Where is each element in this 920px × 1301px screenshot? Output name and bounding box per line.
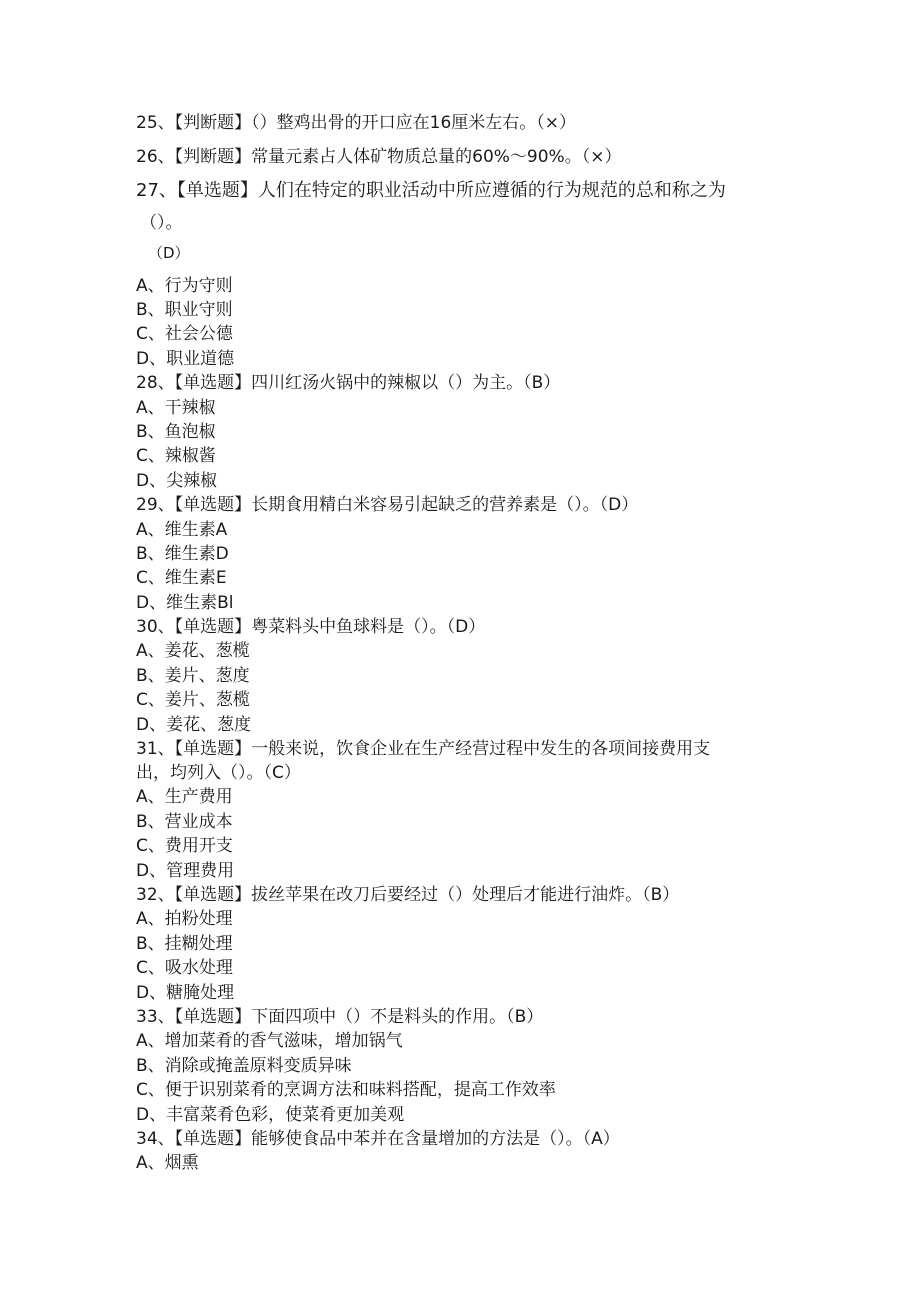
question-32: 32、【单选题】拔丝苹果在改刀后要经过（）处理后才能进行油炸。（B）	[136, 885, 680, 905]
option-line: C、辣椒酱	[136, 446, 216, 466]
option-line: C、社会公德	[136, 324, 233, 344]
question-31-continuation: 出，均列入（）。（C）	[136, 763, 301, 783]
option-line: A、烟熏	[136, 1153, 199, 1173]
option-line: A、干辣椒	[136, 398, 216, 418]
option-line: D、姜花、葱度	[136, 715, 252, 735]
option-line: D、管理费用	[136, 861, 235, 881]
option-line: B、职业守则	[136, 300, 233, 320]
option-line: B、挂糊处理	[136, 934, 233, 954]
question-31: 31、【单选题】一般来说，饮食企业在生产经营过程中发生的各项间接费用支	[136, 739, 711, 759]
question-27-continuation: （）。	[140, 213, 183, 233]
option-line: D、尖辣椒	[136, 471, 218, 491]
option-line: C、维生素E	[136, 568, 227, 588]
option-line: C、吸水处理	[136, 958, 233, 978]
option-line: A、拍粉处理	[136, 909, 233, 929]
option-line: A、维生素A	[136, 520, 228, 540]
option-line: B、营业成本	[136, 812, 233, 832]
option-line: D、职业道德	[136, 349, 235, 369]
question-26: 26、【判断题】常量元素占人体矿物质总量的60%～90%。（×）	[136, 147, 622, 167]
question-30: 30、【单选题】粤菜料头中鱼球料是（）。（D）	[136, 617, 486, 637]
question-29: 29、【单选题】长期食用精白米容易引起缺乏的营养素是（）。（D）	[136, 495, 639, 515]
option-line: D、维生素Bl	[136, 593, 234, 613]
option-line: C、便于识别菜肴的烹调方法和味料搭配，提高工作效率	[136, 1080, 556, 1100]
option-line: A、行为守则	[136, 276, 233, 296]
option-line: A、增加菜肴的香气滋味，增加锅气	[136, 1031, 403, 1051]
answer-27: （D）	[148, 244, 190, 262]
option-line: D、丰富菜肴色彩，使菜肴更加美观	[136, 1105, 405, 1125]
question-28: 28、【单选题】四川红汤火锅中的辣椒以（）为主。（B）	[136, 373, 561, 393]
option-line: C、费用开支	[136, 836, 233, 856]
question-27: 27、【单选题】人们在特定的职业活动中所应遵循的行为规范的总和称之为	[136, 180, 726, 201]
question-34: 34、【单选题】能够使食品中苯并在含量增加的方法是（）。（A）	[136, 1129, 620, 1149]
option-line: B、维生素D	[136, 544, 229, 564]
question-33: 33、【单选题】下面四项中（）不是料头的作用。（B）	[136, 1007, 544, 1027]
option-line: A、姜花、葱榄	[136, 641, 250, 661]
option-line: A、生产费用	[136, 787, 233, 807]
option-line: B、消除或掩盖原料变质异味	[136, 1056, 352, 1076]
option-line: B、鱼泡椒	[136, 422, 216, 442]
option-line: C、姜片、葱榄	[136, 690, 250, 710]
option-line: D、糖腌处理	[136, 983, 235, 1003]
question-25: 25、【判断题】（）整鸡出骨的开口应在16厘米左右。（×）	[136, 113, 577, 133]
option-line: B、姜片、葱度	[136, 666, 250, 686]
